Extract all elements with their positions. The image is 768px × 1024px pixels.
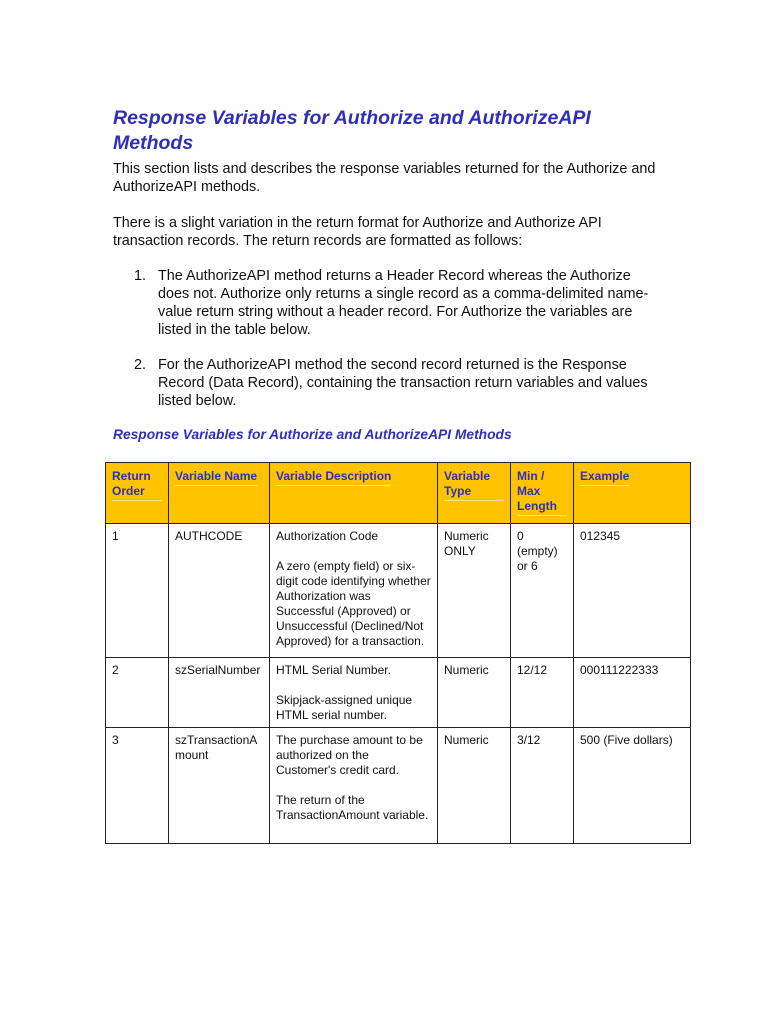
- cell-description: [270, 658, 438, 728]
- cell-description: [270, 524, 438, 658]
- list-item: [134, 267, 664, 339]
- description-detail: The return of the TransactionAmount variable.: [276, 793, 429, 822]
- description-detail: Skipjack-assigned unique HTML serial number.: [276, 693, 413, 722]
- list-item: [134, 356, 664, 410]
- cell-example: 012345: [574, 524, 691, 658]
- cell-type: Numeric: [438, 728, 511, 844]
- header-variable-description: Variable Description: [270, 463, 438, 524]
- intro-paragraph: This section lists and describes the response variables returned for the Authorize and AuthorizeAPI methods.: [113, 161, 656, 195]
- cell-length: 12/12: [511, 658, 574, 728]
- cell-name: [169, 658, 270, 728]
- header-variable-type: Variable Type: [438, 463, 511, 524]
- list-number: 1.: [134, 268, 147, 284]
- table-row: [106, 658, 691, 728]
- list-number: 2.: [134, 357, 147, 373]
- cell-order: 1: [106, 524, 169, 658]
- header-variable-name: Variable Name: [169, 463, 270, 524]
- header-example: Example: [574, 463, 691, 524]
- cell-type: Numeric: [438, 658, 511, 728]
- table-caption: Response Variables for Authorize and AuthorizeAPI Methods: [113, 427, 512, 442]
- cell-order: 2: [106, 658, 169, 728]
- header-min-max-length: Min / Max Length: [511, 463, 574, 524]
- list-text: The AuthorizeAPI method returns a Header Record whereas the Authorize does not. Authorize only returns a single record as a comma-delimited name-value return string without a header record. For Authorize the variables are listed in the table below.: [158, 268, 649, 338]
- variation-paragraph: There is a slight variation in the return format for Authorize and Authorize API transaction records. The return records are formatted as follows:: [113, 215, 602, 249]
- cell-name: [169, 728, 270, 844]
- table-row: [106, 728, 691, 844]
- description-line: HTML Serial Number.: [276, 663, 391, 677]
- cell-length: 0 (empty) or 6: [511, 524, 574, 658]
- description-detail: A zero (empty field) or six-digit code identifying whether Authorization was Successful (Approved) or Unsuccessful (Declined/Not Approved) for a transaction.: [276, 559, 431, 648]
- response-variables-table: [105, 462, 691, 844]
- table-header-row: [106, 463, 691, 524]
- list-text: For the AuthorizeAPI method the second record returned is the Response Record (Data Record), containing the transaction return variables and values listed below.: [158, 357, 648, 409]
- cell-name-text: szSerialNumber: [175, 663, 261, 677]
- cell-type: Numeric ONLY: [438, 524, 511, 658]
- cell-name: AUTHCODE: [169, 524, 270, 658]
- table-row: [106, 524, 691, 658]
- section-heading: Response Variables for Authorize and AuthorizeAPI Methods: [113, 107, 591, 154]
- description-line: The purchase amount to be authorized on the Customer's credit card.: [276, 733, 423, 777]
- cell-example: 500 (Five dollars): [574, 728, 691, 844]
- cell-example: 000111222333: [574, 658, 691, 728]
- cell-order: 3: [106, 728, 169, 844]
- header-return-order: Return Order: [106, 463, 169, 524]
- cell-description: [270, 728, 438, 844]
- cell-length: 3/12: [511, 728, 574, 844]
- cell-name-text: szTransactionAmount: [175, 733, 258, 762]
- description-line: Authorization Code: [276, 529, 379, 543]
